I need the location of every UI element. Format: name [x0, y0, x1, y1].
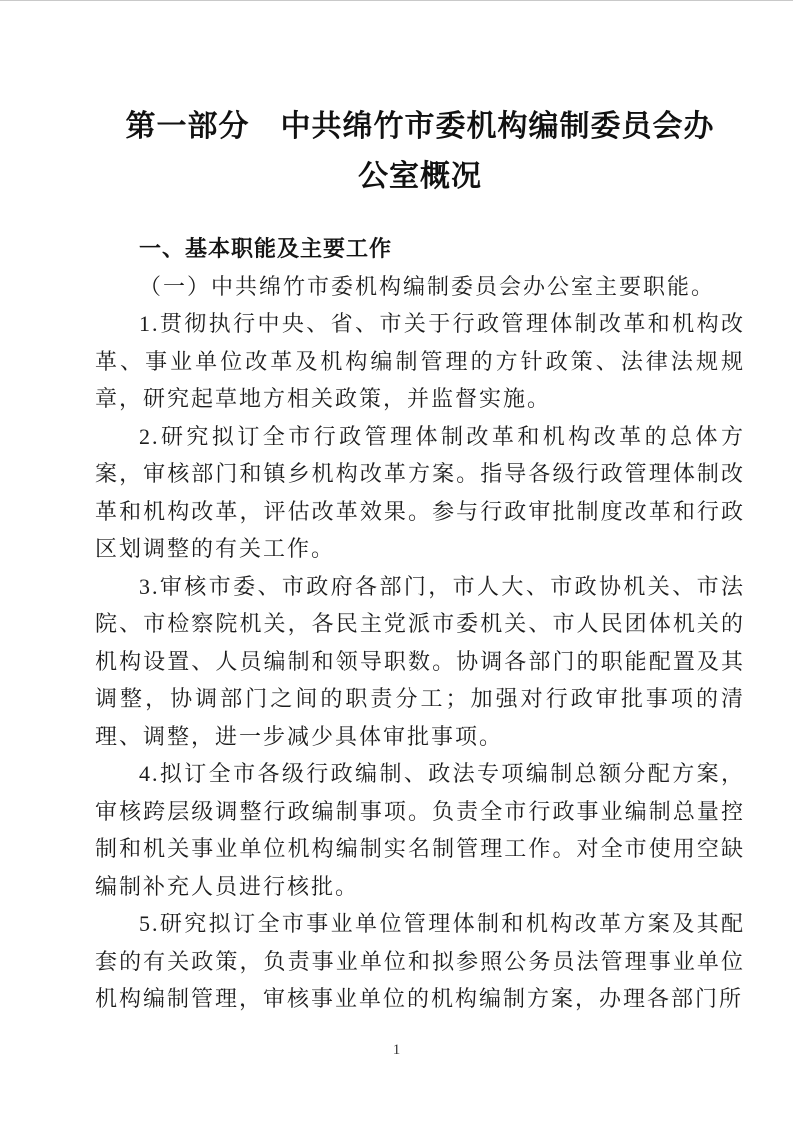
section-heading: 一、基本职能及主要工作 [139, 236, 393, 261]
document-title-line-2: 公室概况 [358, 160, 482, 193]
document-body [95, 230, 745, 1018]
paragraph-4: 4.拟订全市各级行政编制、政法专项编制总额分配方案，审核跨层级调整行政编制事项。负责全市行政事业编制总量控制和机关事业单位机构编制实名制管理工作。对全市使用空缺编制补充人员进行核批。 [95, 761, 745, 899]
paragraph-2: 2.研究拟订全市行政管理体制改革和机构改革的总体方案，审核部门和镇乡机构改革方案。指导各级行政管理体制改革和机构改革，评估改革效果。参与行政审批制度改革和行政区划调整的有关工作。 [95, 423, 745, 561]
paragraph-1: 1.贯彻执行中央、省、市关于行政管理体制改革和机构改革、事业单位改革及机构编制管理的方针政策、法律法规规章，研究起草地方相关政策，并监督实施。 [95, 311, 745, 411]
page-number: 1 [392, 1042, 401, 1058]
paragraph-5: 5.研究拟订全市事业单位管理体制和机构改革方案及其配套的有关政策，负责事业单位和拟参照公务员法管理事业单位机构编制管理，审核事业单位的机构编制方案，办理各部门所 [95, 911, 745, 1011]
subsection-heading: （一）中共绵竹市委机构编制委员会办公室主要职能。 [139, 273, 716, 299]
document-title-line-1: 第一部分 中共绵竹市委机构编制委员会办 [125, 110, 715, 143]
paragraph-3: 3.审核市委、市政府各部门，市人大、市政协机关、市法院、市检察院机关，各民主党派市委机关、市人民团体机关的机构设置、人员编制和领导职数。协调各部门的职能配置及其调整，协调部门之间的职责分工；加强对行政审批事项的清理、调整，进一步减少具体审批事项。 [95, 573, 745, 749]
page-top-edge-divider [0, 0, 793, 1]
document-title [95, 102, 745, 202]
